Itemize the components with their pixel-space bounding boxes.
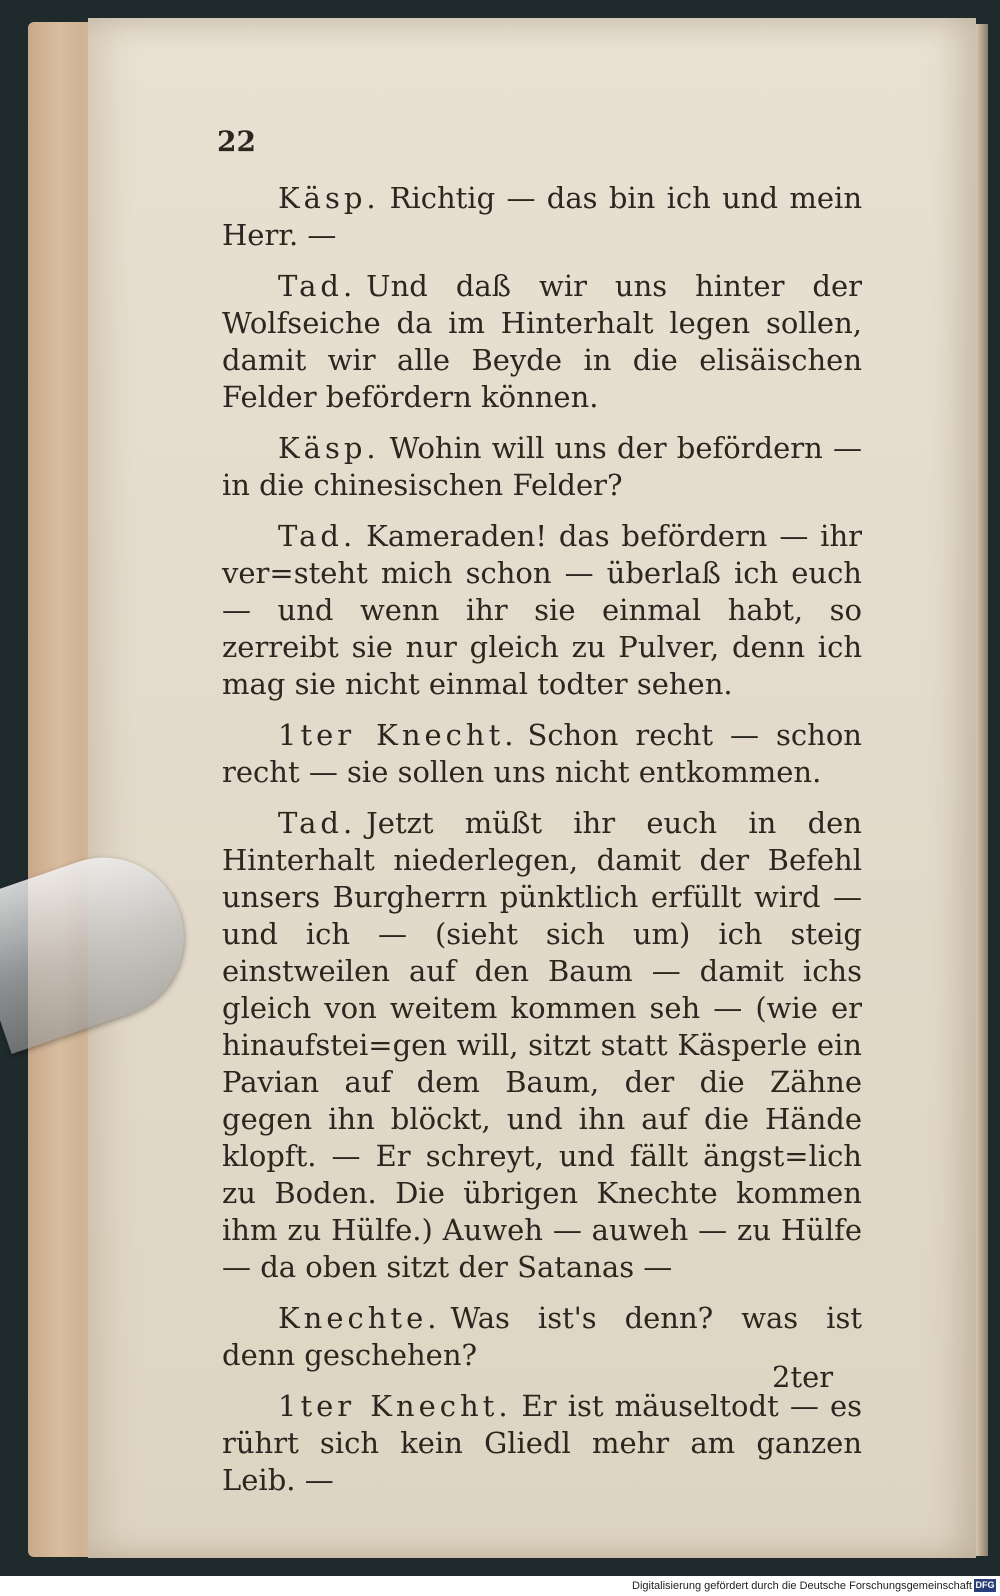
page-text <box>222 180 862 1513</box>
catchword: 2ter <box>772 1360 834 1394</box>
speaker-name: Käsp. <box>278 431 380 465</box>
dfg-logo: DFG <box>975 1580 995 1590</box>
paragraph <box>222 1388 862 1499</box>
paragraph-text: Und daß wir uns hinter der Wolfseiche da im Hinterhalt legen sollen, damit wir alle Beyde in die elisäischen Felder befördern können. <box>222 269 862 414</box>
speaker-name: Käsp. <box>278 181 380 215</box>
speaker-name: 1ter Knecht. <box>278 718 518 752</box>
paragraph <box>222 180 862 254</box>
paragraph <box>222 717 862 791</box>
paragraph-text: Richtig — das bin ich und mein Herr. — <box>222 181 862 252</box>
paragraph <box>222 1300 862 1374</box>
paragraph-text: Wohin will uns der befördern — in die chinesischen Felder? <box>222 431 862 502</box>
paragraph <box>222 518 862 703</box>
footer-credit: Digitalisierung gefördert durch die Deutsche Forschungsgemeinschaft <box>632 1580 972 1592</box>
speaker-name: Knechte. <box>278 1301 441 1335</box>
speaker-name: Tad. <box>278 806 357 840</box>
page-number: 22 <box>217 125 256 158</box>
paragraph-text: Kameraden! das befördern — ihr ver=steht mich schon — überlaß ich euch — und wenn ihr sie einmal habt, so zerreibt sie nur gleich zu Pulver, denn ich mag sie nicht einmal todter sehen. <box>222 519 862 701</box>
paragraph-text: Schon recht — schon recht — sie sollen uns nicht entkommen. <box>222 718 862 789</box>
speaker-name: 1ter Knecht. <box>278 1389 512 1423</box>
paragraph-text: Was ist's denn? was ist denn geschehen? <box>222 1301 862 1372</box>
speaker-name: Tad. <box>278 519 357 553</box>
paragraph-text: Jetzt müßt ihr euch in den Hinterhalt niederlegen, damit der Befehl unsers Burgherrn pünktlich erfüllt wird — und ich — (sieht sich um) ich steig einstweilen auf den Baum — damit ichs gleich von weitem kommen seh — (wie er hinaufstei=gen will, sitzt statt Käsperle ein Pavian auf dem Baum, der die Zähne gegen ihn blöckt, und ihn auf die Hände klopft. — Er schreyt, und fällt ängst=lich zu Boden. Die übrigen Knechte kommen ihm zu Hülfe.) Auweh — auweh — zu Hülfe — da oben sitzt der Satanas — <box>222 806 862 1284</box>
paragraph <box>222 805 862 1286</box>
paragraph <box>222 430 862 504</box>
speaker-name: Tad. <box>278 269 357 303</box>
paragraph-text: Er ist mäuseltodt — es rührt sich kein Gliedl mehr am ganzen Leib. — <box>222 1389 862 1497</box>
paragraph <box>222 268 862 416</box>
